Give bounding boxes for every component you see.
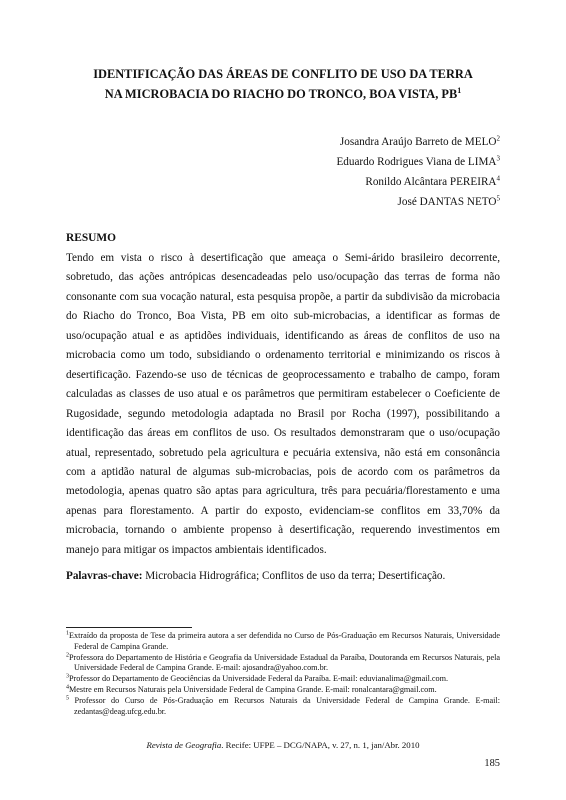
author-footnote-marker[interactable]: 2 <box>496 134 500 143</box>
footnote-marker: 1 <box>66 630 69 637</box>
title-line-1: IDENTIFICAÇÃO DAS ÁREAS DE CONFLITO DE USO DA TERRA <box>93 67 473 81</box>
author-footnote-marker[interactable]: 4 <box>496 174 500 183</box>
abstract-heading: RESUMO <box>66 232 116 244</box>
footnote-text: Professor do Curso de Pós-Graduação em Recursos Naturais da Universidade Federal de Campina Grande. E-mail: zedantas@deag.ufcg.edu.br. <box>69 695 500 716</box>
footnote-2 <box>66 653 500 675</box>
footnote-marker: 2 <box>66 651 69 658</box>
author-1 <box>336 132 500 152</box>
footnote-divider <box>66 627 192 628</box>
author-name: Eduardo Rodrigues Viana de LIMA <box>336 156 497 168</box>
author-name: Ronildo Alcântara PEREIRA <box>365 176 497 188</box>
title-line-2 <box>60 84 506 104</box>
abstract-body: Tendo em vista o risco à desertificação que ameaça o Semi-árido brasileiro decorrente, sobretudo, das ações antrópicas desencadeadas pelo uso/ocupação das terras de forma não consonante com sua vocação natural, esta pesquisa propõe, a partir da subdivisão da microbacia do Riacho do Tronco, Boa Vista, PB em oito sub-microbacias, a identificar as formas de uso/ocupação atual e as aptidões individuais, identificando as áreas de conflitos de uso na microbacia como um todo, subsidiando o ordenamento territorial e minimizando os riscos à desertificação. Fazendo-se uso de técnicas de geoprocessamento e trabalho de campo, foram calculadas as classes de uso atual e os parâmetros que permitiram estabelecer o Coeficiente de Rugosidade, segundo metodologia adaptada no Brasil por Rocha (1997), possibilitando a identificação das áreas em conflitos de uso. Os resultados demonstraram que o uso/ocupação atual, representado, sobretudo pela agricultura e pecuária extensiva, não está em consonância com a aptidão natural de algumas sub-microbacias, pois de acordo com os parâmetros da metodologia, apenas quatro são aptas para agricultura, três para pecuária/florestamento e uma apenas para florestamento. A partir do exposto, evidenciam-se conflitos em 33,70% da microbacia, tornando o ambiente propenso à desertificação, requerendo investimentos em manejo para mitigar os impactos ambientais identificados. <box>66 252 500 556</box>
author-footnote-marker[interactable]: 5 <box>496 194 500 203</box>
journal-citation <box>0 740 566 750</box>
author-2 <box>336 152 500 172</box>
title-line-2-text: NA MICROBACIA DO RIACHO DO TRONCO, BOA VISTA, PB <box>104 87 458 101</box>
footnote-marker: 3 <box>66 673 69 680</box>
author-3 <box>336 172 500 192</box>
journal-name: Revista de Geografia <box>146 740 222 750</box>
footnotes <box>66 631 500 717</box>
footnote-5 <box>66 696 500 718</box>
footnote-text: Professor do Departamento de Geociências da Universidade Federal da Paraíba. E-mail: eduvianalima@gmail.com. <box>69 674 449 684</box>
footnote-marker: 4 <box>66 684 69 691</box>
keywords-label: Palavras-chave: <box>66 570 143 582</box>
title-footnote-marker[interactable]: 1 <box>457 85 462 95</box>
footnote-3 <box>66 674 500 685</box>
author-name: José DANTAS NETO <box>397 196 497 208</box>
keywords-text: Microbacia Hidrográfica; Conflitos de uso da terra; Desertificação. <box>142 570 446 582</box>
author-list <box>336 132 500 212</box>
footnote-1 <box>66 631 500 653</box>
author-name: Josandra Araújo Barreto de MELO <box>339 136 497 148</box>
page-number: 185 <box>484 758 500 769</box>
author-4 <box>336 192 500 212</box>
journal-details: . Recife: UFPE – DCG/NAPA, v. 27, n. 1, jan/Abr. 2010 <box>221 740 420 750</box>
footnote-text: Professora do Departamento de História e Geografia da Universidade Estadual da Paraíba, Doutoranda em Recursos Naturais, pela Universidade Federal de Campina Grande. E-mail: ajosandra@yahoo.com.br. <box>69 652 500 673</box>
footnote-4 <box>66 685 500 696</box>
footnote-marker: 5 <box>66 695 69 702</box>
footnote-text: Extraído da proposta de Tese da primeira autora a ser defendida no Curso de Pós-Graduação em Recursos Naturais, Universidade Federal de Campina Grande. <box>69 631 500 651</box>
paper-title <box>60 64 506 104</box>
keywords <box>66 567 500 586</box>
footnote-text: Mestre em Recursos Naturais pela Universidade Federal de Campina Grande. E-mail: ronalcantara@gmail.com. <box>69 684 437 694</box>
author-footnote-marker[interactable]: 3 <box>496 154 500 163</box>
